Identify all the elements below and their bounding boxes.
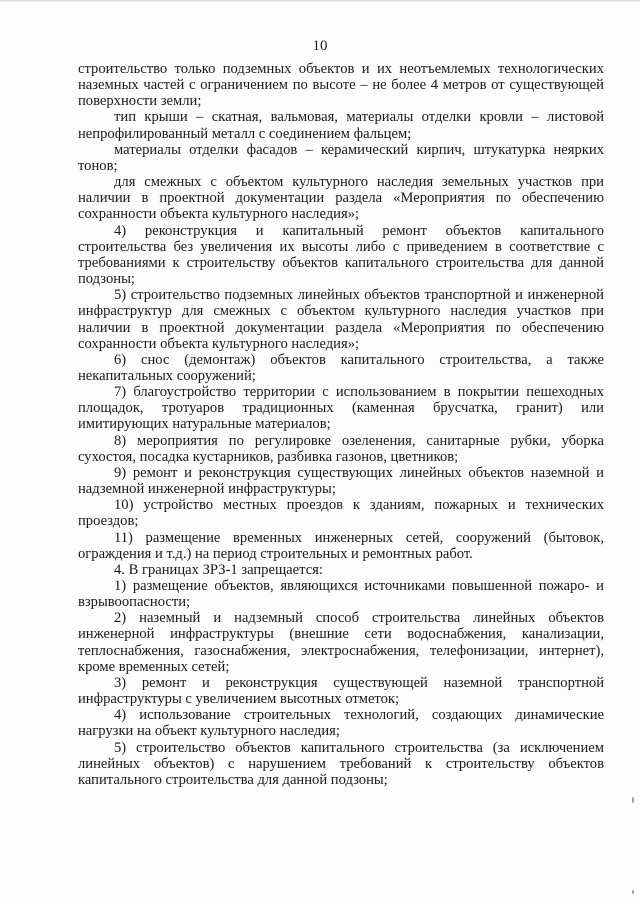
- paragraph: 9) ремонт и реконструкция существующих линейных объектов наземной и надземной инженерной инфраструктуры;: [78, 464, 604, 498]
- paragraph: 5) строительство объектов капитального строительства (за исключением линейных объектов) с нарушением требований к строительству объектов капитального строительства для данной подзоны;: [78, 739, 604, 788]
- paragraph: строительство только подземных объектов и их неотъемлемых технологических наземных частей с ограничением по высоте – не более 4 метров от существующей поверхности земли;: [78, 61, 604, 110]
- paragraph: материалы отделки фасадов – керамический кирпич, штукатурка неярких тонов;: [78, 141, 604, 174]
- paragraph: 2) наземный и надземный способ строительства линейных объектов инженерной инфраструктуры (внешние сети водоснабжения, канализации, теплоснабжения, газоснабжения, электроснабжения, телефонизации, интернет), кроме временных сетей;: [78, 610, 604, 675]
- paragraph: 4) реконструкция и капитальный ремонт объектов капитального строительства без увеличения их высоты либо с приведением в соответствие с требованиями к строительству объектов капитального строительства для данной подзоны;: [78, 222, 604, 288]
- paragraph: 5) строительство подземных линейных объектов транспортной и инженерной инфраструктур для смежных с объектом культурного наследия участков при наличии в проектной документации раздела «Мероприятия по обеспечению сохранности объекта культурного наследия»;: [78, 287, 604, 352]
- paragraph: 7) благоустройство территории с использованием в покрытии пешеходных площадок, тротуаров традиционных (каменная брусчатка, гранит) или имитирующих натуральные материалов;: [78, 384, 604, 433]
- scan-speck: [632, 797, 634, 803]
- paragraph: 1) размещение объектов, являющихся источниками повышенной пожаро- и взрывоопасности;: [78, 578, 604, 611]
- paragraph: 11) размещение временных инженерных сетей, сооружений (бытовок, ограждения и т.д.) на период строительных и ремонтных работ.: [78, 529, 604, 562]
- paragraph: 4) использование строительных технологий, создающих динамические нагрузки на объект культурного наследия;: [78, 707, 604, 740]
- section-heading: 4. В границах ЗРЗ-1 запрещается:: [114, 561, 323, 578]
- document-body: [78, 61, 604, 788]
- paragraph: для смежных с объектом культурного наследия земельных участков при наличии в проектной документации раздела «Мероприятия по обеспечению сохранности объекта культурного наследия»;: [78, 174, 604, 223]
- paragraph: тип крыши – скатная, вальмовая, материалы отделки кровли – листовой непрофилированный металл с соединением фальцем;: [78, 109, 604, 142]
- scan-top-edge: [0, 0, 640, 3]
- page-number: 10: [312, 38, 328, 54]
- paragraph: 6) снос (демонтаж) объектов капитального строительства, а также некапитальных сооружений;: [78, 351, 604, 384]
- scan-speck: [632, 890, 634, 894]
- paragraph: 3) ремонт и реконструкция существующей наземной транспортной инфраструктуры с увеличением высотных отметок;: [78, 674, 604, 708]
- paragraph: 8) мероприятия по регулировке озеленения, санитарные рубки, уборка сухостоя, посадка кустарников, разбивка газонов, цветников;: [78, 432, 604, 465]
- paragraph: 10) устройство местных проездов к зданиям, пожарных и технических проездов;: [78, 497, 604, 530]
